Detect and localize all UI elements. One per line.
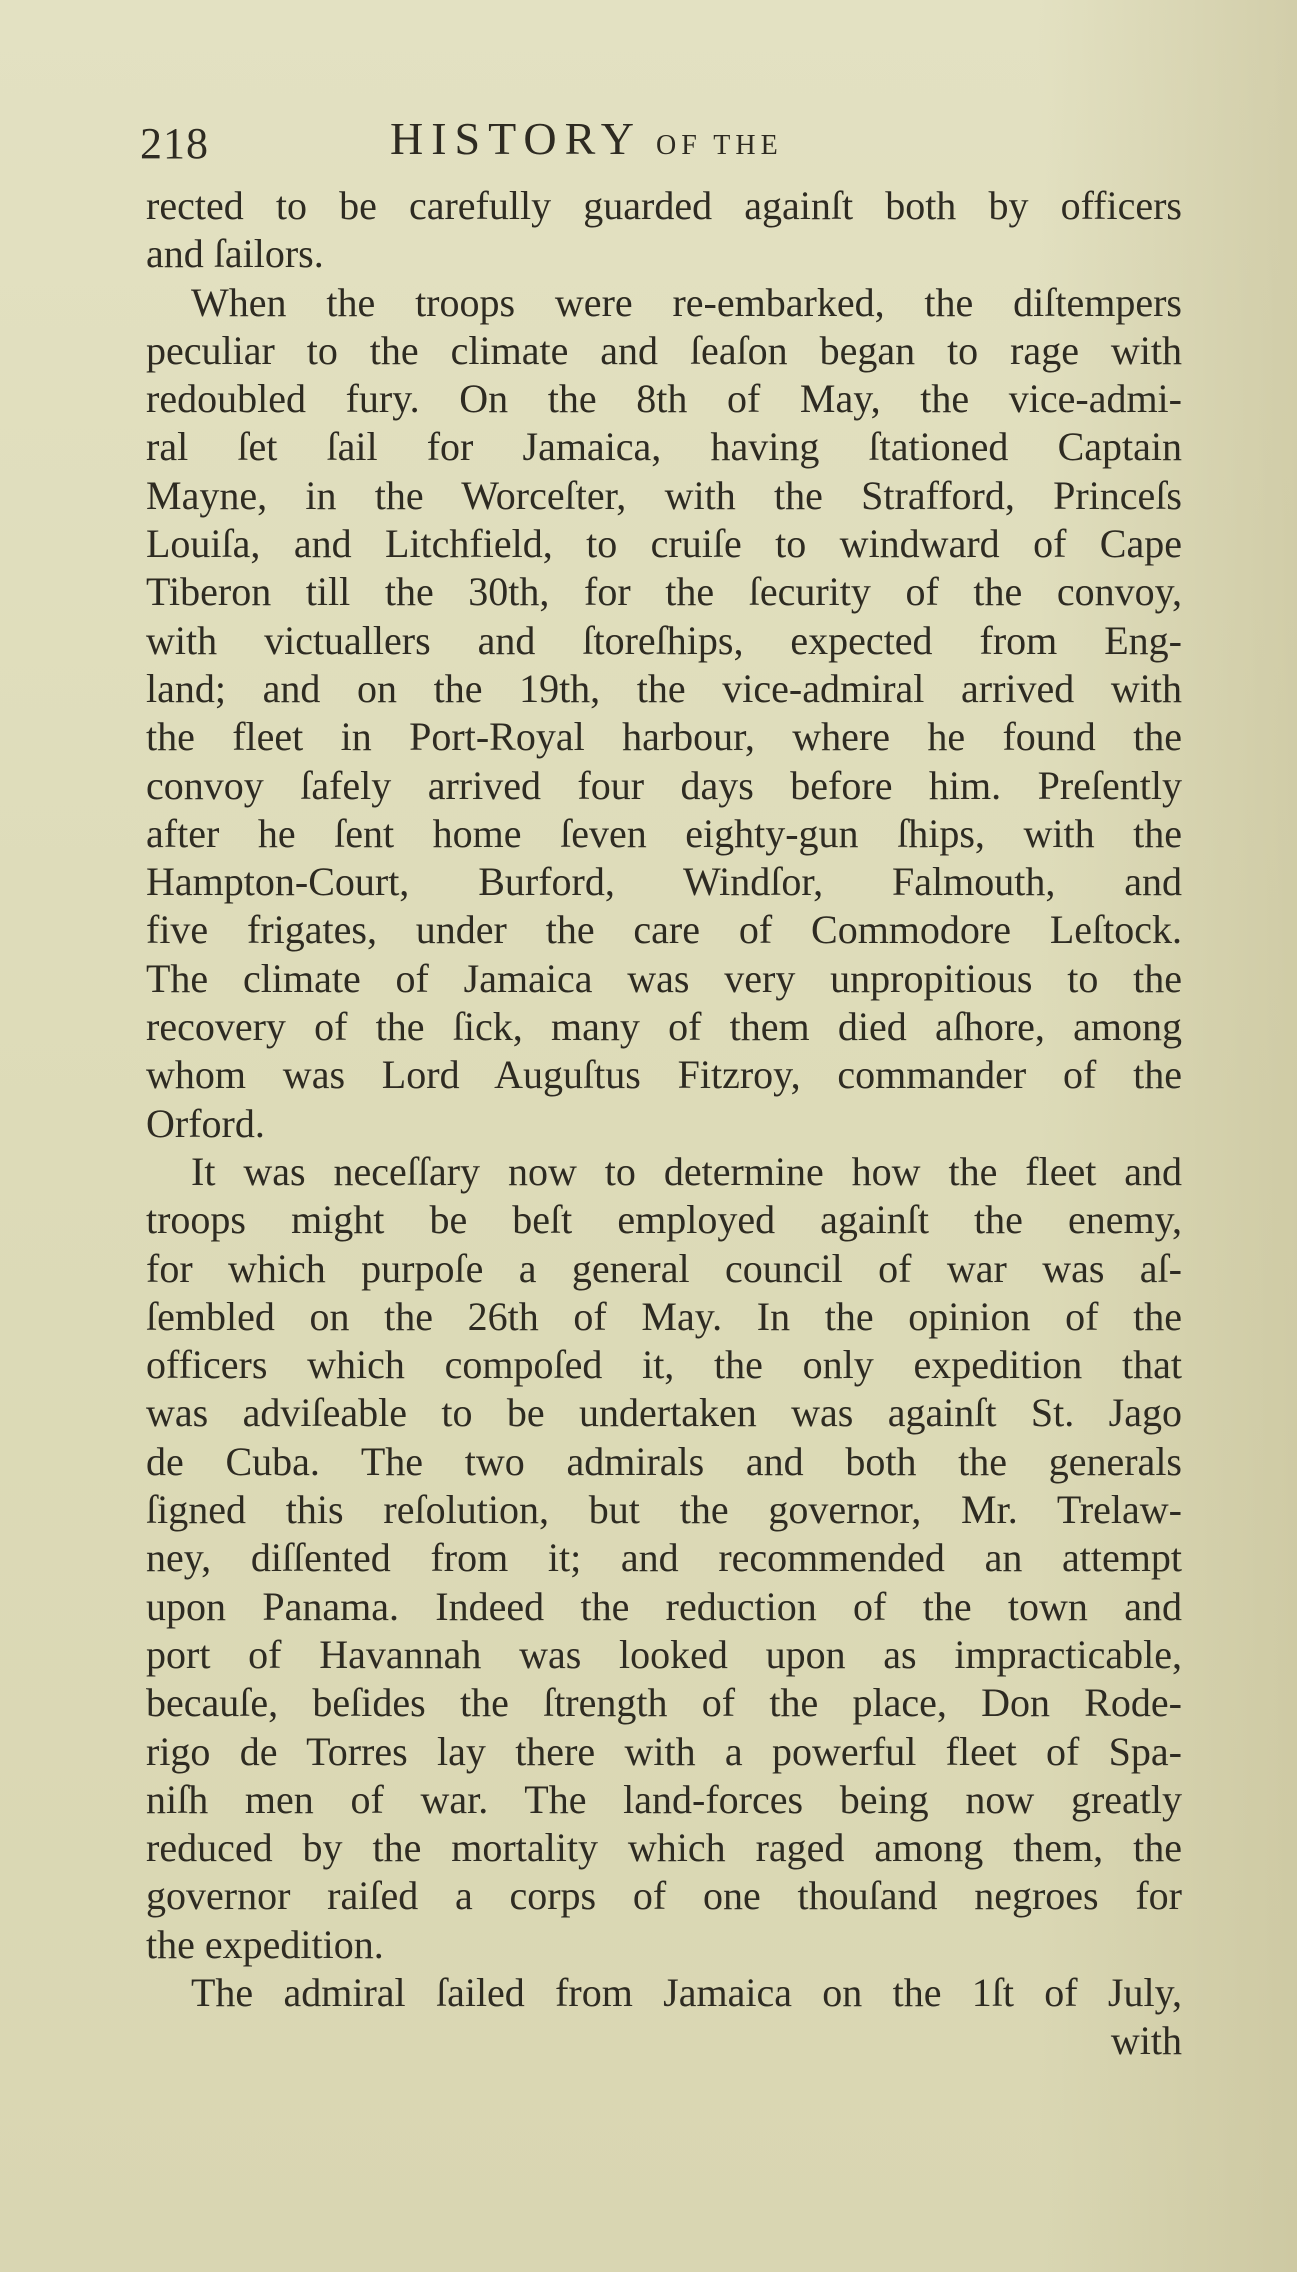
text-line: recovery of the ſick, many of them died aſhore, among: [146, 1004, 1182, 1050]
text-line: port of Havannah was looked upon as impracticable,: [146, 1631, 1182, 1677]
text-line: for which purpoſe a general council of war was aſ-: [146, 1245, 1182, 1291]
text-line: de Cuba. The two admirals and both the generals: [146, 1438, 1182, 1484]
text-line: and ſailors.: [146, 231, 324, 277]
text-line: ſembled on the 26th of May. In the opinion of the: [146, 1293, 1182, 1339]
running-head: [390, 112, 783, 165]
text-line: the fleet in Port-Royal harbour, where he found the: [146, 714, 1182, 760]
text-line: with: [1110, 2018, 1182, 2064]
text-line: ral ſet ſail for Jamaica, having ſtationed Captain: [146, 424, 1182, 470]
text-line: ney, diſſented from it; and recommended an attempt: [146, 1535, 1182, 1581]
text-line: was adviſeable to be undertaken was againſt St. Jago: [146, 1390, 1182, 1436]
body-text: [146, 182, 1182, 2066]
text-line: The admiral ſailed from Jamaica on the 1ſt of July,: [191, 1969, 1182, 2015]
text-line: governor raiſed a corps of one thouſand negroes for: [146, 1873, 1182, 1919]
running-head-title: HISTORY: [390, 113, 642, 164]
text-line: whom was Lord Auguſtus Fitzroy, commander of the: [146, 1052, 1182, 1098]
text-line: It was neceſſary now to determine how the fleet and: [191, 1148, 1182, 1194]
text-line: with victuallers and ſtoreſhips, expected from Eng-: [146, 617, 1182, 663]
text-line: niſh men of war. The land-forces being now greatly: [146, 1776, 1182, 1822]
text-line: When the troops were re-embarked, the diſtempers: [191, 279, 1182, 325]
text-line: rigo de Torres lay there with a powerful fleet of Spa-: [146, 1728, 1182, 1774]
text-line: reduced by the mortality which raged among them, the: [146, 1825, 1182, 1871]
text-line: ſigned this reſolution, but the governor, Mr. Trelaw-: [146, 1487, 1182, 1533]
text-line: convoy ſafely arrived four days before him. Preſently: [146, 762, 1182, 808]
text-line: redoubled fury. On the 8th of May, the vice-admi-: [146, 376, 1182, 422]
text-line: peculiar to the climate and ſeaſon began to rage with: [146, 327, 1182, 373]
text-line: Louiſa, and Litchfield, to cruiſe to windward of Cape: [146, 521, 1182, 567]
text-line: officers which compoſed it, the only expedition that: [146, 1342, 1182, 1388]
page-number: 218: [140, 119, 209, 168]
text-line: Mayne, in the Worceſter, with the Strafford, Princeſs: [146, 472, 1182, 518]
text-line: Hampton-Court, Burford, Windſor, Falmouth, and: [146, 859, 1182, 905]
text-line: the expedition.: [146, 1921, 384, 1967]
running-head-suffix: OF THE: [655, 130, 783, 161]
text-line: after he ſent home ſeven eighty-gun ſhips, with the: [146, 810, 1182, 856]
text-line: land; and on the 19th, the vice-admiral arrived with: [146, 665, 1182, 711]
text-line: troops might be beſt employed againſt the enemy,: [146, 1197, 1182, 1243]
text-line: rected to be carefully guarded againſt both by officers: [146, 183, 1182, 228]
page-header: [140, 112, 1180, 174]
text-line: Orford.: [146, 1100, 265, 1146]
text-line: five frigates, under the care of Commodore Leſtock.: [146, 907, 1182, 953]
text-line: Tiberon till the 30th, for the ſecurity of the convoy,: [146, 569, 1182, 615]
text-line: upon Panama. Indeed the reduction of the town and: [146, 1583, 1182, 1629]
text-line: becauſe, beſides the ſtrength of the place, Don Rode-: [146, 1680, 1182, 1726]
text-line: The climate of Jamaica was very unpropitious to the: [146, 955, 1182, 1001]
